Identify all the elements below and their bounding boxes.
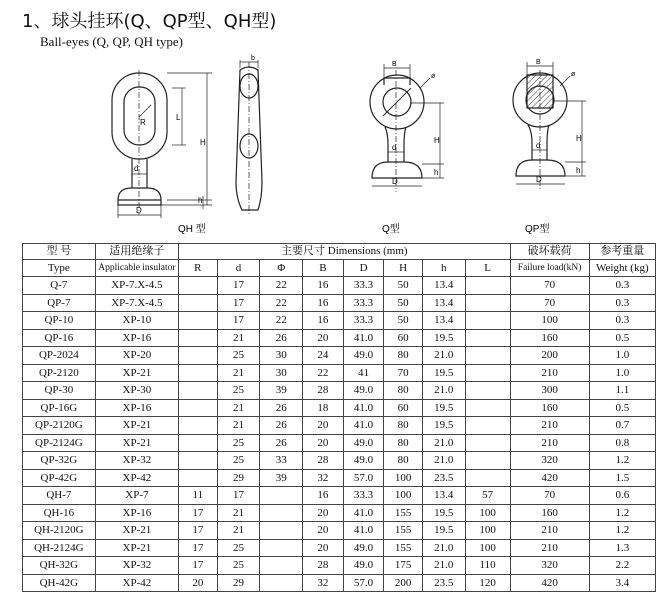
- cell-B: 32: [303, 574, 344, 592]
- cell-D: 57.0: [343, 574, 384, 592]
- cell-H: 80: [384, 434, 422, 452]
- cell-B: 18: [303, 399, 344, 417]
- table-row: [23, 347, 656, 365]
- cell-phi: 39: [260, 469, 303, 487]
- cell-h: 19.5: [422, 399, 465, 417]
- cell-D: 49.0: [343, 434, 384, 452]
- cell-h: 19.5: [422, 504, 465, 522]
- cell-H: 50: [384, 312, 422, 330]
- cell-d: 21: [217, 504, 260, 522]
- table-row: [23, 364, 656, 382]
- cell-h: 19.5: [422, 329, 465, 347]
- table-row: [23, 294, 656, 312]
- cell-L: 100: [465, 504, 510, 522]
- cell-weight: 1.2: [589, 504, 655, 522]
- cell-d: 17: [217, 312, 260, 330]
- cell-type: QH-16: [23, 504, 96, 522]
- cell-d: 25: [217, 557, 260, 575]
- cell-L: [465, 347, 510, 365]
- qp-figure-label: QP型: [525, 224, 550, 235]
- cell-load: 100: [510, 312, 589, 330]
- cell-h: 23.5: [422, 574, 465, 592]
- table-row: [23, 417, 656, 435]
- cell-load: 210: [510, 364, 589, 382]
- cell-type: Q-7: [23, 277, 96, 295]
- cell-weight: 0.3: [589, 312, 655, 330]
- cell-d: 25: [217, 347, 260, 365]
- cell-H: 80: [384, 347, 422, 365]
- dim-b-label: b: [251, 55, 255, 62]
- col-weight-en: Weight (kg): [589, 260, 655, 277]
- cell-type: QP-2120G: [23, 417, 96, 435]
- cell-insulator: XP-16: [95, 399, 178, 417]
- cell-L: [465, 312, 510, 330]
- cell-insulator: XP-21: [95, 417, 178, 435]
- cell-type: QP-2120: [23, 364, 96, 382]
- cell-phi: [260, 522, 303, 540]
- dim-d-label: d: [134, 164, 139, 173]
- table-row: [23, 312, 656, 330]
- cell-weight: 1.5: [589, 469, 655, 487]
- cell-d: 25: [217, 452, 260, 470]
- cell-B: 20: [303, 417, 344, 435]
- cell-h: 19.5: [422, 364, 465, 382]
- qp-dim-H-label: H: [576, 134, 582, 143]
- cell-type: QH-2124G: [23, 539, 96, 557]
- cell-L: [465, 452, 510, 470]
- cell-load: 200: [510, 347, 589, 365]
- cell-h: 13.4: [422, 294, 465, 312]
- cell-load: 320: [510, 452, 589, 470]
- cell-R: 17: [179, 504, 217, 522]
- cell-R: [179, 347, 217, 365]
- cell-B: 16: [303, 277, 344, 295]
- cell-d: 21: [217, 522, 260, 540]
- cell-d: 25: [217, 382, 260, 400]
- col-type-en: Type: [23, 260, 96, 277]
- table-row: [23, 469, 656, 487]
- table-row: [23, 504, 656, 522]
- cell-R: 11: [179, 487, 217, 505]
- col-insulator-en: Applicable insulator: [95, 260, 178, 277]
- cell-load: 70: [510, 487, 589, 505]
- table-row: [23, 277, 656, 295]
- cell-D: 57.0: [343, 469, 384, 487]
- cell-H: 60: [384, 399, 422, 417]
- cell-phi: 22: [260, 312, 303, 330]
- cell-phi: [260, 539, 303, 557]
- cell-R: [179, 364, 217, 382]
- table-row: [23, 557, 656, 575]
- dim-R-label: R: [140, 118, 146, 127]
- col-h: h: [422, 260, 465, 277]
- dim-h-label: h: [198, 196, 203, 205]
- cell-phi: 30: [260, 364, 303, 382]
- cell-B: 32: [303, 469, 344, 487]
- qp-dim-d-label: d: [536, 141, 541, 150]
- cell-R: 20: [179, 574, 217, 592]
- cell-d: 21: [217, 329, 260, 347]
- q-dim-d-label: d: [392, 143, 397, 152]
- col-insulator-cn: 适用绝缘子: [95, 244, 178, 260]
- cell-L: [465, 417, 510, 435]
- cell-d: 17: [217, 277, 260, 295]
- cell-d: 25: [217, 434, 260, 452]
- table-row: [23, 487, 656, 505]
- cell-load: 320: [510, 557, 589, 575]
- cell-phi: 26: [260, 329, 303, 347]
- cell-D: 49.0: [343, 557, 384, 575]
- table-row: [23, 539, 656, 557]
- col-weight-cn: 参考重量: [589, 244, 655, 260]
- cell-D: 33.3: [343, 312, 384, 330]
- cell-insulator: XP-21: [95, 522, 178, 540]
- cell-h: 19.5: [422, 522, 465, 540]
- cell-D: 33.3: [343, 277, 384, 295]
- cell-R: [179, 329, 217, 347]
- qp-dim-B-label: B: [536, 59, 541, 66]
- col-phi: Φ: [260, 260, 303, 277]
- cell-weight: 0.8: [589, 434, 655, 452]
- cell-H: 60: [384, 329, 422, 347]
- cell-B: 20: [303, 504, 344, 522]
- col-dimensions-group: 主要尺寸 Dimensions (mm): [179, 244, 510, 260]
- col-B: B: [303, 260, 344, 277]
- qp-drawing: [513, 70, 567, 190]
- col-L: L: [465, 260, 510, 277]
- cell-D: 41.0: [343, 399, 384, 417]
- cell-insulator: XP-42: [95, 469, 178, 487]
- cell-H: 80: [384, 417, 422, 435]
- cell-B: 20: [303, 329, 344, 347]
- cell-weight: 1.3: [589, 539, 655, 557]
- cell-load: 160: [510, 329, 589, 347]
- cell-insulator: XP-7.X-4.5: [95, 294, 178, 312]
- cell-d: 17: [217, 294, 260, 312]
- cell-weight: 1.2: [589, 522, 655, 540]
- cell-H: 200: [384, 574, 422, 592]
- cell-D: 33.3: [343, 487, 384, 505]
- cell-weight: 1.1: [589, 382, 655, 400]
- table-row: [23, 329, 656, 347]
- cell-type: QP-42G: [23, 469, 96, 487]
- cell-phi: 22: [260, 294, 303, 312]
- technical-drawings: [0, 50, 667, 242]
- cell-H: 100: [384, 487, 422, 505]
- cell-D: 41.0: [343, 504, 384, 522]
- col-d: d: [217, 260, 260, 277]
- cell-phi: 26: [260, 434, 303, 452]
- cell-L: 110: [465, 557, 510, 575]
- cell-B: 28: [303, 452, 344, 470]
- cell-insulator: XP-20: [95, 347, 178, 365]
- cell-phi: 26: [260, 399, 303, 417]
- cell-insulator: XP-7: [95, 487, 178, 505]
- cell-insulator: XP-21: [95, 539, 178, 557]
- cell-D: 49.0: [343, 452, 384, 470]
- table-row: [23, 522, 656, 540]
- cell-H: 70: [384, 364, 422, 382]
- cell-insulator: XP-16: [95, 329, 178, 347]
- cell-H: 155: [384, 539, 422, 557]
- cell-phi: [260, 504, 303, 522]
- qh-figure-label: QH 型: [178, 224, 206, 235]
- cell-L: 100: [465, 522, 510, 540]
- cell-load: 70: [510, 294, 589, 312]
- cell-R: [179, 417, 217, 435]
- cell-type: QP-2024: [23, 347, 96, 365]
- cell-type: QP-16: [23, 329, 96, 347]
- cell-phi: 39: [260, 382, 303, 400]
- cell-weight: 2.2: [589, 557, 655, 575]
- cell-load: 70: [510, 277, 589, 295]
- cell-h: 19.5: [422, 417, 465, 435]
- cell-B: 20: [303, 434, 344, 452]
- table-row: [23, 434, 656, 452]
- dim-L-label: L: [176, 113, 181, 122]
- cell-R: [179, 434, 217, 452]
- cell-insulator: XP-10: [95, 312, 178, 330]
- cell-load: 210: [510, 417, 589, 435]
- cell-R: 17: [179, 522, 217, 540]
- cell-B: 16: [303, 294, 344, 312]
- qh-front-drawing: [112, 70, 167, 215]
- cell-L: [465, 294, 510, 312]
- cell-insulator: XP-32: [95, 452, 178, 470]
- cell-L: [465, 382, 510, 400]
- cell-phi: 26: [260, 417, 303, 435]
- cell-R: [179, 452, 217, 470]
- cell-insulator: XP-21: [95, 434, 178, 452]
- cell-H: 80: [384, 382, 422, 400]
- cell-B: 28: [303, 557, 344, 575]
- cell-type: QH-42G: [23, 574, 96, 592]
- cell-L: 100: [465, 539, 510, 557]
- cell-H: 175: [384, 557, 422, 575]
- cell-phi: [260, 487, 303, 505]
- cell-weight: 0.3: [589, 294, 655, 312]
- cell-R: [179, 399, 217, 417]
- qh-side-drawing: [236, 60, 262, 214]
- table-row: [23, 399, 656, 417]
- cell-H: 100: [384, 469, 422, 487]
- table-row: [23, 452, 656, 470]
- cell-insulator: XP-32: [95, 557, 178, 575]
- cell-L: [465, 277, 510, 295]
- cell-type: QP-7: [23, 294, 96, 312]
- cell-phi: 30: [260, 347, 303, 365]
- col-R: R: [179, 260, 217, 277]
- cell-L: 120: [465, 574, 510, 592]
- q-drawing: [370, 70, 424, 192]
- cell-R: [179, 312, 217, 330]
- cell-phi: [260, 557, 303, 575]
- cell-h: 23.5: [422, 469, 465, 487]
- cell-d: 29: [217, 574, 260, 592]
- cell-B: 20: [303, 522, 344, 540]
- table-body: [23, 277, 656, 592]
- cell-L: 57: [465, 487, 510, 505]
- cell-weight: 1.2: [589, 452, 655, 470]
- cell-h: 21.0: [422, 539, 465, 557]
- cell-R: 17: [179, 557, 217, 575]
- cell-D: 49.0: [343, 347, 384, 365]
- cell-weight: 3.4: [589, 574, 655, 592]
- cell-h: 13.4: [422, 277, 465, 295]
- q-dim-h-label: h: [434, 168, 439, 177]
- dim-H-label: H: [200, 138, 206, 147]
- cell-R: [179, 382, 217, 400]
- cell-B: 16: [303, 312, 344, 330]
- cell-B: 28: [303, 382, 344, 400]
- cell-d: 29: [217, 469, 260, 487]
- cell-h: 21.0: [422, 452, 465, 470]
- cell-D: 41.0: [343, 417, 384, 435]
- cell-D: 41.0: [343, 522, 384, 540]
- q-dim-phi-label: ø: [431, 73, 436, 80]
- cell-B: 20: [303, 539, 344, 557]
- cell-weight: 0.6: [589, 487, 655, 505]
- table-row: [23, 574, 656, 592]
- cell-type: QP-32G: [23, 452, 96, 470]
- page-subtitle: Ball-eyes (Q, QP, QH type): [40, 34, 183, 49]
- dim-D-label: D: [136, 206, 142, 215]
- cell-d: 21: [217, 364, 260, 382]
- col-load-en: Failure load(kN): [510, 260, 589, 277]
- cell-L: [465, 399, 510, 417]
- cell-R: 17: [179, 539, 217, 557]
- cell-h: 21.0: [422, 347, 465, 365]
- cell-phi: 22: [260, 277, 303, 295]
- qp-dim-D-label: D: [536, 175, 542, 184]
- cell-load: 420: [510, 574, 589, 592]
- cell-weight: 1.0: [589, 364, 655, 382]
- cell-insulator: XP-16: [95, 504, 178, 522]
- q-figure-label: Q型: [382, 224, 400, 235]
- table-header-row-bottom: [23, 260, 656, 277]
- cell-load: 210: [510, 434, 589, 452]
- cell-type: QH-32G: [23, 557, 96, 575]
- cell-H: 155: [384, 504, 422, 522]
- cell-insulator: XP-21: [95, 364, 178, 382]
- cell-load: 160: [510, 399, 589, 417]
- cell-L: [465, 469, 510, 487]
- cell-h: 21.0: [422, 434, 465, 452]
- cell-D: 41.0: [343, 329, 384, 347]
- cell-R: [179, 469, 217, 487]
- col-load-cn: 破坏载荷: [510, 244, 589, 260]
- q-dim-D-label: D: [392, 177, 398, 186]
- col-H: H: [384, 260, 422, 277]
- cell-weight: 0.3: [589, 277, 655, 295]
- cell-d: 21: [217, 399, 260, 417]
- cell-type: QP-2124G: [23, 434, 96, 452]
- cell-d: 25: [217, 539, 260, 557]
- cell-D: 49.0: [343, 382, 384, 400]
- table-header-row-top: [23, 244, 656, 260]
- cell-D: 41: [343, 364, 384, 382]
- cell-weight: 0.5: [589, 399, 655, 417]
- cell-d: 21: [217, 417, 260, 435]
- cell-type: QH-7: [23, 487, 96, 505]
- figures-area: [0, 50, 667, 242]
- cell-type: QP-16G: [23, 399, 96, 417]
- cell-L: [465, 329, 510, 347]
- cell-R: [179, 277, 217, 295]
- cell-insulator: XP-7.X-4.5: [95, 277, 178, 295]
- specifications-table: [22, 243, 656, 592]
- cell-load: 210: [510, 522, 589, 540]
- cell-weight: 1.0: [589, 347, 655, 365]
- cell-type: QP-30: [23, 382, 96, 400]
- q-dim-B-label: B: [392, 61, 397, 68]
- cell-B: 22: [303, 364, 344, 382]
- cell-L: [465, 434, 510, 452]
- cell-phi: 33: [260, 452, 303, 470]
- cell-d: 17: [217, 487, 260, 505]
- cell-h: 13.4: [422, 487, 465, 505]
- cell-insulator: XP-30: [95, 382, 178, 400]
- cell-H: 80: [384, 452, 422, 470]
- qp-dim-h-label: h: [576, 166, 581, 175]
- col-D: D: [343, 260, 384, 277]
- cell-h: 21.0: [422, 557, 465, 575]
- table-row: [23, 382, 656, 400]
- cell-weight: 0.7: [589, 417, 655, 435]
- cell-h: 21.0: [422, 382, 465, 400]
- cell-H: 50: [384, 277, 422, 295]
- cell-insulator: XP-42: [95, 574, 178, 592]
- cell-R: [179, 294, 217, 312]
- qp-dim-phi-label: ø: [571, 71, 576, 78]
- cell-D: 49.0: [343, 539, 384, 557]
- page-title: 1、球头挂环(Q、QP型、QH型): [22, 11, 277, 32]
- cell-phi: [260, 574, 303, 592]
- cell-L: [465, 364, 510, 382]
- cell-load: 210: [510, 539, 589, 557]
- q-dim-H-label: H: [434, 136, 440, 145]
- cell-load: 420: [510, 469, 589, 487]
- cell-H: 50: [384, 294, 422, 312]
- cell-D: 33.3: [343, 294, 384, 312]
- cell-B: 24: [303, 347, 344, 365]
- cell-H: 155: [384, 522, 422, 540]
- cell-B: 16: [303, 487, 344, 505]
- cell-type: QH-2120G: [23, 522, 96, 540]
- cell-load: 300: [510, 382, 589, 400]
- cell-weight: 0.5: [589, 329, 655, 347]
- cell-load: 160: [510, 504, 589, 522]
- cell-type: QP-10: [23, 312, 96, 330]
- col-type-cn: 型 号: [23, 244, 96, 260]
- cell-h: 13.4: [422, 312, 465, 330]
